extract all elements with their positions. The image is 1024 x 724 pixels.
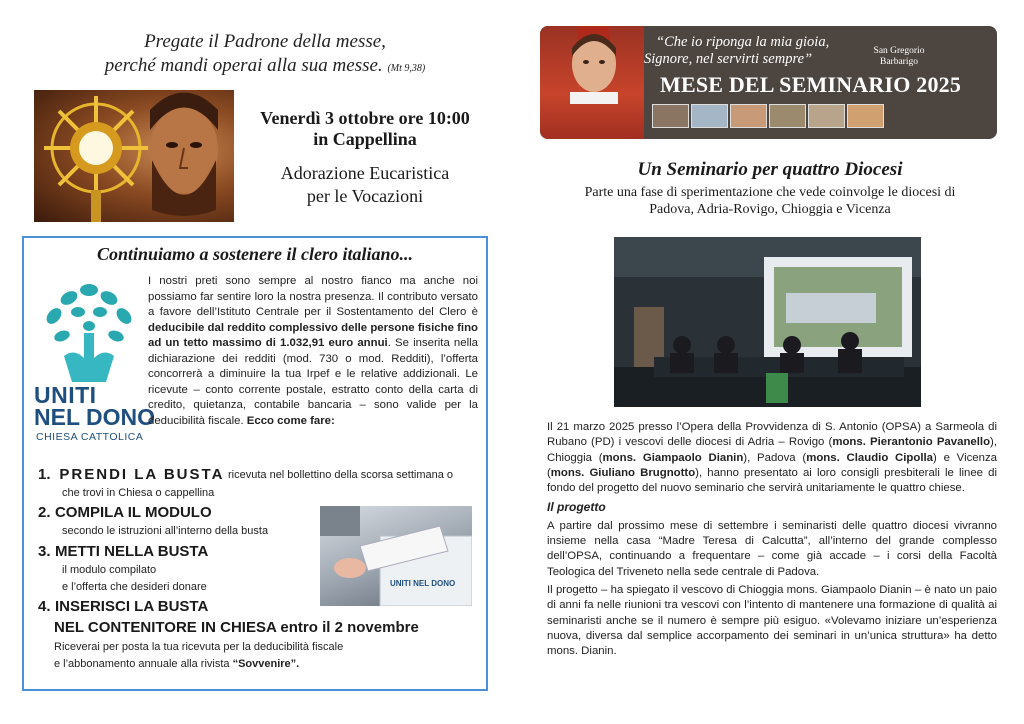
article-body	[547, 420, 997, 662]
logo-line-2: NEL DONO	[34, 404, 155, 430]
adoration-event	[240, 108, 490, 208]
step-4-note-1: Riceverai per posta la tua ricevuta per la deducibilità fiscale	[54, 641, 344, 653]
event-description: Adorazione Eucaristica per le Vocazioni	[280, 163, 450, 206]
article-paragraph-1: Il 21 marzo 2025 presso l’Opera della Provvidenza di S. Antonio (OPSA) a Sarmeola di Rubano (PD) i vescovi delle diocesi di Adria – Rovigo (mons. Pierantonio Pavanello), Chioggia (mons. Giampaolo Dianin), Padova (mons. Claudio Cipolla) e Vicenza (mons. Giuliano Brugnotto), hanno presentato ai loro consigli presbiterali le linee di fondo del progetto del nuovo seminario che servirà unitariamente le quattro chiese.	[547, 421, 997, 495]
event-location: in Cappellina	[313, 129, 417, 149]
banner-thumb	[652, 104, 689, 128]
step-3-note-1: il modulo compilato	[62, 564, 157, 576]
step-3: 3. METTI NELLA BUSTA	[38, 543, 209, 560]
banner-thumb	[769, 104, 806, 128]
step-1-note-2: che trovi in Chiesa o cappellina	[62, 487, 215, 499]
step-2-note: secondo le istruzioni all’interno della busta	[62, 525, 269, 537]
article-subhead: Parte una fase di sperimentazione che vede coinvolge le diocesi di Padova, Adria-Rovigo, Chioggia e Vicenza	[584, 185, 956, 217]
photo-box-label: UNITI NEL DONO	[390, 579, 456, 588]
banner-thumb	[691, 104, 728, 128]
step-4-line-2: NEL CONTENITORE IN CHIESA entro il 2 novembre	[54, 619, 419, 636]
quote-reference: (Mt 9,38)	[387, 63, 426, 74]
step-4-note-2: e l’abbonamento annuale alla rivista “Sovvenire”.	[54, 658, 300, 670]
article-section-heading: Il progetto	[547, 500, 606, 515]
saint-portrait	[540, 26, 644, 139]
bible-quote	[40, 30, 490, 81]
banner-thumb	[847, 104, 884, 128]
step-3-note-2: e l’offerta che desideri donare	[62, 581, 207, 593]
eucharist-image	[34, 90, 234, 222]
tree-hand-icon	[34, 278, 144, 388]
donation-box-photo	[320, 506, 472, 606]
step-4: 4. INSERISCI LA BUSTA	[38, 598, 209, 615]
banner-saint: San Gregorio Barbarigo	[873, 46, 925, 67]
step-1-note-1: ricevuta nel bollettino della scorsa settimana o	[228, 469, 454, 481]
banner-quote: “Che io riponga la mia gioia, Signore, nel servirti sempre”	[644, 34, 830, 67]
bishops-meeting-photo	[614, 237, 921, 407]
box-title: Continuiamo a sostenere il clero italiano...	[96, 244, 414, 264]
support-paragraph: I nostri preti sono sempre al nostro fianco ma anche noi possiamo far sentire loro la nostra presenza. Il contributo versato a favore dell’Istituto Centrale per il Sostentamento del Clero è deducibile dal reddito complessivo delle persone fisiche fino ad un tetto massimo di 1.032,91 euro annui. Se inserita nella dichiarazione dei redditi (mod. 730 o mod. Redditi), l’offerta concorrerà a diminuire la tua Irpef e le relative addizionali. Le ricevute – conto corrente postale, estratto conto della carta di credito, quietanza, contabile bancaria – sono valide per la deducibilità fiscale. Ecco come fare:	[148, 275, 478, 427]
step-2: 2. COMPILA IL MODULO	[38, 504, 212, 521]
banner-thumb	[730, 104, 767, 128]
quote-line-2: perché mandi operai alla sua messe. (Mt 9,38)	[104, 55, 426, 76]
logo-line-3: CHIESA CATTOLICA	[36, 431, 144, 443]
clergy-support-box	[22, 236, 488, 691]
article-headline: Un Seminario per quattro Diocesi	[637, 159, 903, 180]
banner-thumb	[808, 104, 845, 128]
article-paragraph-2: A partire dal prossimo mese di settembre i seminaristi delle quattro diocesi vivranno insieme nella casa “Madre Teresa di Calcutta”, all’interno del grande complesso dell’OPSA, continuando a frequentare – come già accade – i corsi della Facoltà Teologica del Triveneto nella sede centrale di Padova.	[547, 519, 997, 578]
event-datetime: Venerdì 3 ottobre ore 10:00	[260, 108, 470, 128]
article-paragraph-3: Il progetto – ha spiegato il vescovo di Chioggia mons. Giampaolo Dianin – è nato un paio di anni fa nelle riunioni tra vescovi con l’intento di mantenere una formazione di qualità ai seminaristi anche se il numero è sempre più esiguo. «Volevamo iniziare un’esperienza nuova, diversa dal semplice accorpamento dei seminari in un’unica struttura» ha detto mons. Dianin.	[547, 583, 997, 658]
seminary-month-banner	[540, 26, 997, 139]
logo-line-1: UNITI	[34, 382, 97, 408]
quote-line-1: Pregate il Padrone della messe,	[144, 31, 386, 52]
step-1: 1. PRENDI LA BUSTA	[38, 466, 225, 483]
banner-title: MESE DEL SEMINARIO 2025	[660, 72, 962, 97]
